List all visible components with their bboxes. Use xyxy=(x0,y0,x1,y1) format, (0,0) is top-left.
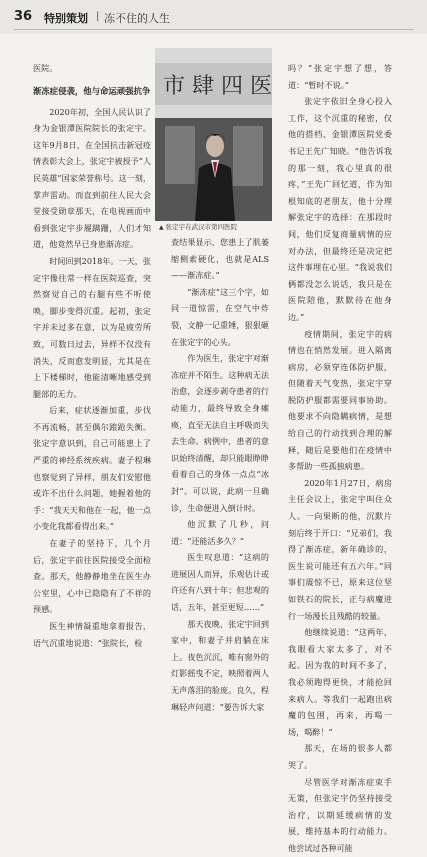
sign-text: 市 肆 四 医 xyxy=(163,74,272,99)
paragraph: 尽管医学对渐冻症束手无策，但张定宇仍坚持接受治疗，以期延缓病情的发展，维持基本的行动能力。他尝试过各种可能 xyxy=(288,776,392,853)
paragraph: 疫情期间，张定宇的病情也在悄然发展。进入隔离病房，必须穿连体防护服，但随着天气变热，张定宇穿脱防护服都需要同事协助。他要求不向隐瞒病情，是想给自己的行动找到合理的解释，随后是要他们在疫情中多帮助一些孤独病患。 xyxy=(288,328,392,472)
header-rule xyxy=(14,29,414,30)
paragraph: 时间回到2018年。一天，张定宇像往常一样在医院巡查，突然察觉自己的右腿有些不听使唤，脚步变得沉重。起初，张定宇并未过多在意，以为是疲劳所致，可数日过去，异样不仅没有消失，反而愈发明显，尤其是在上下楼梯时，他能清晰地感受到腿部的无力。 xyxy=(33,255,151,399)
paragraph: 作为医生，张定宇对渐冻症并不陌生。这种病无法治愈，会逐步剥夺患者的行动能力，最终导致全身瘫痪，直至无法自主呼吸而失去生命。病例中，患者的意识始终清醒，却只能眼睁睁看着自己的身体一点点“冰封”。可以说，此病一旦确诊，生命便进入倒计时。 xyxy=(171,353,269,513)
paragraph: “渐冻症”这三个字，如同一道惊雷，在空气中炸裂，文静一记重锤，狠狠砸在张定宇的心头。 xyxy=(171,286,269,347)
text-column-left xyxy=(33,60,151,651)
paragraph: 那天夜晚，张定宇回到家中，和妻子并肩躺在床上。夜色沉沉，唯有窗外的灯影摇曳不定，映照着两人无声落泪的脸庞。良久，程琳轻声问道：“要告诉大家 xyxy=(171,618,269,712)
caption-text: 张定宇在武汉市第四医院 xyxy=(165,223,238,231)
photo-caption xyxy=(159,222,237,231)
section-label: 特别策划 xyxy=(44,12,88,25)
paragraph: 医生叹息道：“这病的进展因人而异，乐观估计或许还有八到十年；但悲观的话，五年，甚至更短……” xyxy=(171,552,269,613)
paragraph: 医生神情凝重地拿着报告，语气沉重地说道：“张院长，检 xyxy=(33,621,151,648)
subheading: 渐冻症侵袭，他与命运顽强抗争 xyxy=(33,85,151,96)
paragraph: 2020年1月27日，病房主任会议上，张定宇叫住众人。一向果断的他，沉默片刻后终于开口：“兄弟们，我得了渐冻症，新年确诊的，医生说可能还有五六年。”同事们震惊不已，原来这位坚如铁石的院长，正与病魔进行一场漫长且残酷的较量。 xyxy=(288,477,392,621)
paragraph: 在妻子的坚持下，几个月后，张定宇前往医院接受全面检查。那天，他静静地坐在医生办公室里，心中已隐隐有了不祥的预感。 xyxy=(33,538,151,615)
page-number: 36 xyxy=(14,9,33,24)
text-column-right xyxy=(288,60,392,857)
page-header xyxy=(0,0,427,34)
paragraph: 吗？”张定宇想了想，答道：“暂时不说。” xyxy=(288,63,392,90)
paragraph: 那天，在场的很多人都哭了。 xyxy=(288,743,392,770)
paragraph: 他继续说道：“这两年，我眼看大家太多了，对不起。因为我的时间不多了，我必须跑得更快，才能抢回来病人。等我们一起跑出病魔的包围，再来，再喝一场，喝醉！” xyxy=(288,627,392,737)
photo xyxy=(155,48,272,221)
text-column-middle xyxy=(171,234,269,715)
header-separator: | xyxy=(96,11,100,22)
paragraph: 他沉默了几秒，问道：“还能活多久？” xyxy=(171,519,269,546)
caption-marker: ▲ xyxy=(159,224,164,231)
paragraph: 张定宇依旧全身心投入工作，这个沉重的秘密，仅他的搭档、金银潭医院党委书记王先广知晓。“他告诉我的那一刻，我心里真的很疼，”王先广回忆道，作为知根知底的老朋友，他十分理解张定宇的选择：在那段时间，他们反复商量病情的应对办法，但最终还是决定把这件事埋在心里。“我说我们俩都没怎么说话，我只是在医院陪他，默默待在他身边。” xyxy=(288,96,392,322)
paragraph: 医院。 xyxy=(33,63,58,73)
hospital-patient-photo-icon xyxy=(155,48,272,221)
section-title: 冻不住的人生 xyxy=(104,12,170,25)
paragraph: 2020年初，全国人民认识了身为金银潭医院院长的张定宇。这年9月8日，在全国抗击新冠疫情表彰大会上，张定宇被授予“人民英雄”国家荣誉称号。这一刻，掌声雷动。而直到前往人民大会堂接受勋章那天，在电视画面中看到张定宇步履蹒跚，人们才知道，他竟然早已身患渐冻症。 xyxy=(33,106,151,250)
paragraph: 查结果显示，您患上了肌萎缩侧索硬化，也就是ALS——渐冻症。” xyxy=(171,237,269,281)
paragraph: 后来，症状逐渐加重，步伐不再流畅，甚至偶尔踉跄失衡。张定宇意识到，自己可能患上了严重的神经系统疾病。妻子程琳也察觉到了异样，朋友们安慰他或许不出什么问题，她握着他的手：“我天天和他在一起，他一点小变化我都看得出来。” xyxy=(33,405,151,532)
